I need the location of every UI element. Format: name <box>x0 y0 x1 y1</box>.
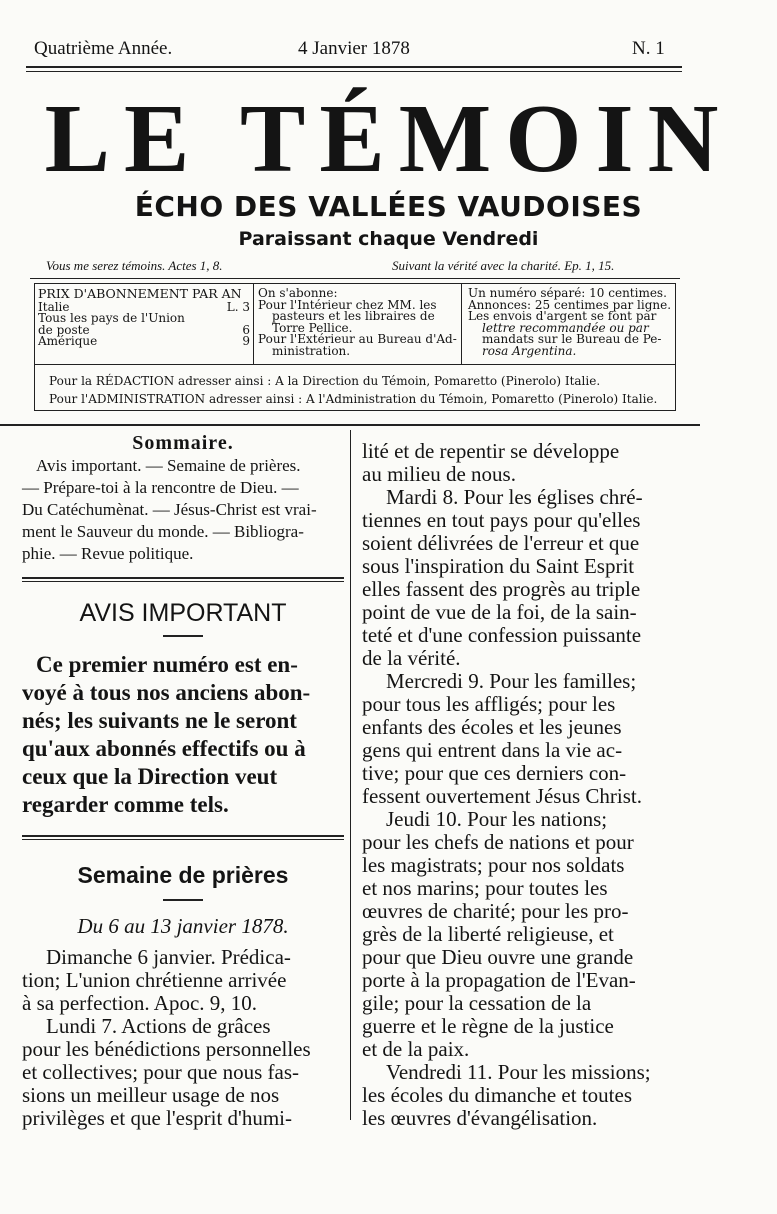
info-line: lettre recommandée ou par <box>482 320 649 335</box>
semaine-line: privilèges et que l'esprit d'humi- <box>22 1106 293 1130</box>
body-line: et nos marins; pour toutes les <box>362 876 608 900</box>
price-label: Amérique <box>38 334 98 348</box>
semaine-dates: Du 6 au 13 janvier 1878. <box>77 914 289 938</box>
header-rule <box>26 66 682 68</box>
body-line: pour tous les affligés; pour les <box>362 692 616 716</box>
body-line: Vendredi 11. Pour les missions; <box>386 1060 651 1084</box>
body-line: soient délivrées de l'erreur et que <box>362 531 640 555</box>
issue-number: N. 1 <box>632 38 665 59</box>
body-line: les magistrats; pour nos soldats <box>362 853 625 877</box>
column-divider <box>350 430 351 1120</box>
subscription-box <box>34 283 676 411</box>
publication-frequency: Paraissant chaque Vendredi <box>238 228 539 250</box>
sommaire-line: — Prépare-toi à la rencontre de Dieu. — <box>22 478 299 497</box>
box-bottom-rule <box>0 424 700 426</box>
body-line: teté et d'une confession puissante <box>362 623 642 647</box>
avis-line: ceux que la Direction veut <box>22 764 278 789</box>
sommaire-line: Avis important. — Semaine de prières. <box>36 456 301 475</box>
sommaire-text <box>22 455 344 565</box>
semaine-line: et collectives; pour que nous fas- <box>22 1060 299 1084</box>
body-line: fessent ouvertement Jésus Christ. <box>362 784 642 808</box>
body-line: elles fassent des progrès au triple <box>362 577 641 601</box>
price-label: Italie <box>38 299 70 314</box>
semaine-line: à sa perfection. Apoc. 9, 10. <box>22 991 258 1015</box>
info-block <box>468 288 672 357</box>
body-line: gile; pour la cessation de la <box>362 991 592 1015</box>
avis-line: qu'aux abonnés effectifs ou à <box>22 736 306 761</box>
info-line: rosa Argentina. <box>482 343 577 358</box>
body-line: Mardi 8. Pour les églises chré- <box>386 485 643 509</box>
subscribe-line: Torre Pellice. <box>272 320 353 335</box>
body-line: de la vérité. <box>362 646 461 670</box>
subscribe-block <box>258 288 458 357</box>
body-line: grès de la liberté religieuse, et <box>362 922 614 946</box>
semaine-line: Lundi 7. Actions de grâces <box>46 1014 271 1038</box>
avis-title: AVIS IMPORTANT <box>79 599 287 627</box>
right-column <box>362 440 686 1130</box>
subscribe-line: ministration. <box>272 343 351 358</box>
subscribe-line: Pour l'Extérieur au Bureau d'Ad- <box>258 332 457 346</box>
left-column <box>22 432 344 1130</box>
section-rule <box>22 835 344 837</box>
body-line: les écoles du dimanche et toutes <box>362 1083 632 1107</box>
issue-date: 4 Janvier 1878 <box>298 38 410 59</box>
motto-left: Vous me serez témoins. Actes 1, 8. <box>46 258 223 273</box>
body-line: enfants des écoles et les jeunes <box>362 715 622 739</box>
masthead-rule <box>30 278 680 279</box>
body-line: pour que Dieu ouvre une grande <box>362 945 634 969</box>
body-line: et de la paix. <box>362 1037 470 1061</box>
info-line: Les envois d'argent se font par <box>468 309 657 323</box>
semaine-line: pour les bénédictions personnelles <box>22 1037 311 1061</box>
sommaire-line: Du Catéchumènat. — Jésus-Christ est vrai- <box>22 500 317 519</box>
info-line: Annonces: 25 centimes par ligne. <box>468 297 672 312</box>
price-label: Tous les pays de l'Union de poste <box>38 311 185 337</box>
info-line: mandats sur le Bureau de Pe- <box>482 332 662 346</box>
body-line: Mercredi 9. Pour les familles; <box>386 669 637 693</box>
redaction-address: Pour la RÉDACTION adresser ainsi : A la Direction du Témoin, Pomaretto (Pinerolo) Italie. <box>49 374 601 388</box>
body-line: Jeudi 10. Pour les nations; <box>386 807 608 831</box>
price-value: 9 <box>242 334 250 348</box>
body-line: guerre et le règne de la justice <box>362 1014 614 1038</box>
body-line: gens qui entrent dans la vie ac- <box>362 738 623 762</box>
avis-line: Ce premier numéro est en- <box>36 652 298 677</box>
sommaire-line: phie. — Revue politique. <box>22 544 194 563</box>
avis-line: voyé à tous nos anciens abon- <box>22 680 311 705</box>
subscribe-line: Pour l'Intérieur chez MM. les <box>258 297 437 312</box>
newspaper-title: LE TÉMOIN <box>44 85 733 193</box>
prices-block <box>38 288 250 348</box>
semaine-body <box>22 946 344 1130</box>
body-line: lité et de repentir se développe <box>362 439 620 463</box>
semaine-line: Dimanche 6 janvier. Prédica- <box>46 945 291 969</box>
prices-title: PRIX D'ABONNEMENT PAR AN <box>38 286 242 301</box>
subscribe-line: On s'abonne: <box>258 286 338 300</box>
body-line: pour les chefs de nations et pour <box>362 830 634 854</box>
avis-line: nés; les suivants ne le seront <box>22 708 297 733</box>
sommaire-title: Sommaire. <box>132 432 234 454</box>
body-line: œuvres de charité; pour les pro- <box>362 899 629 923</box>
price-value: 6 <box>242 322 250 337</box>
avis-line: regarder comme tels. <box>22 792 229 817</box>
header-rule-thin <box>26 71 682 72</box>
administration-address: Pour l'ADMINISTRATION adresser ainsi : A l'Administration du Témoin, Pomaretto (Pinerolo) Italie. <box>49 392 658 406</box>
sommaire-line: ment le Sauveur du monde. — Bibliogra- <box>22 522 304 541</box>
body-line: au milieu de nous. <box>362 462 516 486</box>
semaine-title: Semaine de prières <box>77 862 289 888</box>
motto-right: Suivant la vérité avec la charité. Ep. 1, 15. <box>392 258 615 273</box>
body-line: sous l'inspiration du Saint Esprit <box>362 554 635 578</box>
avis-body <box>22 651 344 819</box>
semaine-line: sions un meilleur usage de nos <box>22 1083 280 1107</box>
newspaper-subtitle: ÉCHO DES VALLÉES VAUDOISES <box>134 190 643 223</box>
body-line: porte à la propagation de l'Evan- <box>362 968 636 992</box>
body-line: tiennes en tout pays pour qu'elles <box>362 508 641 532</box>
price-value: L. 3 <box>226 299 250 314</box>
subscribe-line: pasteurs et les libraires de <box>272 309 435 323</box>
body-line: les œuvres d'évangélisation. <box>362 1106 598 1130</box>
section-rule <box>22 577 344 579</box>
semaine-line: tion; L'union chrétienne arrivée <box>22 968 287 992</box>
edition-year: Quatrième Année. <box>34 38 173 59</box>
body-line: point de vue de la foi, de la sain- <box>362 600 637 624</box>
info-line: Un numéro séparé: 10 centimes. <box>468 286 667 300</box>
body-line: tive; pour que ces derniers con- <box>362 761 627 785</box>
